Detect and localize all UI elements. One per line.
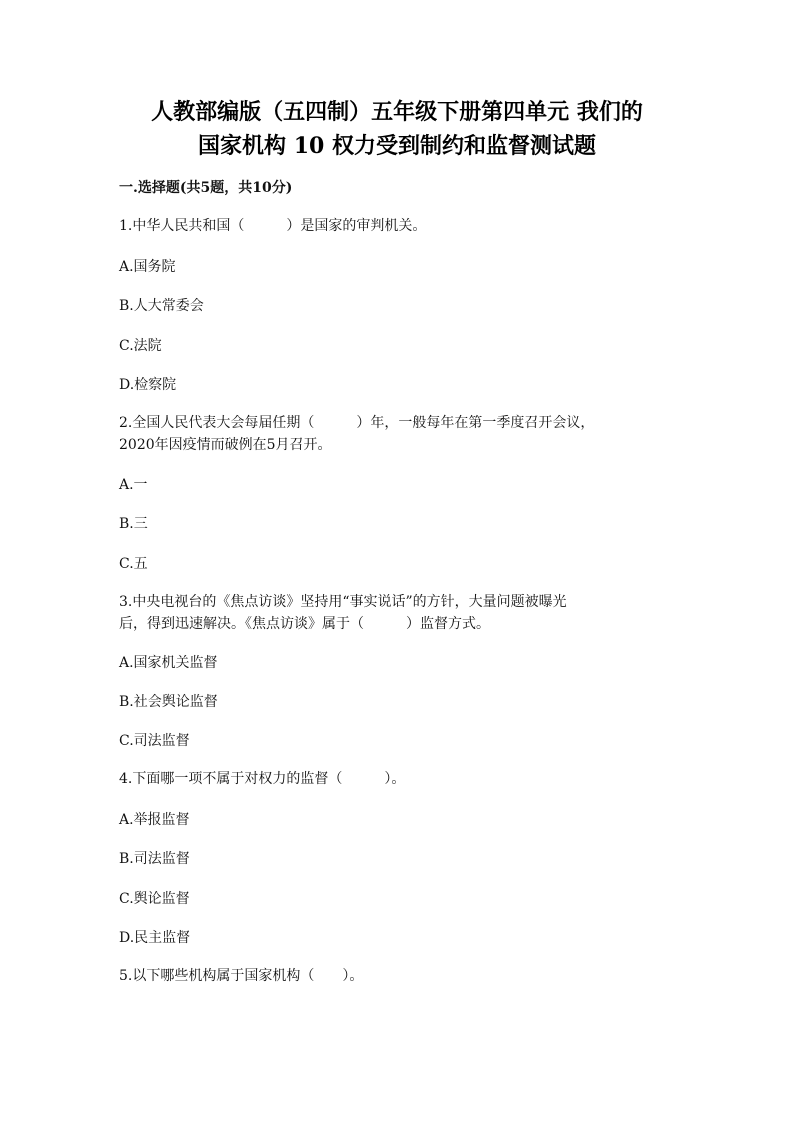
question-2-option-a: A.一 xyxy=(119,477,148,493)
question-4-option-b: B.司法监督 xyxy=(119,851,190,867)
question-4-option-c: C.舆论监督 xyxy=(119,891,190,907)
question-1-option-c: C.法院 xyxy=(119,338,162,354)
document-title-line-1: 人教部编版（五四制）五年级下册第四单元 我们的 xyxy=(151,99,643,125)
question-3-option-b: B.社会舆论监督 xyxy=(119,694,218,710)
question-5-stem xyxy=(119,965,679,987)
question-3-stem-line-1: 3.中央电视台的《焦点访谈》坚持用“事实说话”的方针，大量问题被曝光 xyxy=(119,594,567,610)
question-1-option-a: A.国务院 xyxy=(119,259,176,275)
question-2-stem xyxy=(119,412,679,456)
question-1-option-b: B.人大常委会 xyxy=(119,298,204,314)
question-2-option-b: B.三 xyxy=(119,516,148,532)
question-4-option-d: D.民主监督 xyxy=(119,930,191,946)
question-5-stem-line-1: 5.以下哪些机构属于国家机构（ ）。 xyxy=(119,968,364,984)
question-4-stem-line-1: 4.下面哪一项不属于对权力的监督（ ）。 xyxy=(119,771,406,787)
section-heading: 一.选择题(共5题，共10分) xyxy=(119,180,293,196)
question-1-stem-line-1: 1.中华人民共和国（ ）是国家的审判机关。 xyxy=(119,218,427,234)
question-3-option-c: C.司法监督 xyxy=(119,733,190,749)
question-2-option-c: C.五 xyxy=(119,556,148,572)
question-1-stem xyxy=(119,215,679,237)
question-2-stem-line-2: 2020年因疫情而破例在5月召开。 xyxy=(119,437,332,453)
question-1-option-d: D.检察院 xyxy=(119,377,177,393)
question-4-option-a: A.举报监督 xyxy=(119,812,190,828)
document-title-line-2: 国家机构 10 权力受到制约和监督测试题 xyxy=(198,133,596,159)
question-3-stem-line-2: 后，得到迅速解决。《焦点访谈》属于（ ）监督方式。 xyxy=(119,616,490,632)
question-3-stem xyxy=(119,591,679,635)
question-4-stem xyxy=(119,768,679,790)
question-3-option-a: A.国家机关监督 xyxy=(119,655,218,671)
question-2-stem-line-1: 2.全国人民代表大会每届任期（ ）年，一般每年在第一季度召开会议， xyxy=(119,415,595,431)
